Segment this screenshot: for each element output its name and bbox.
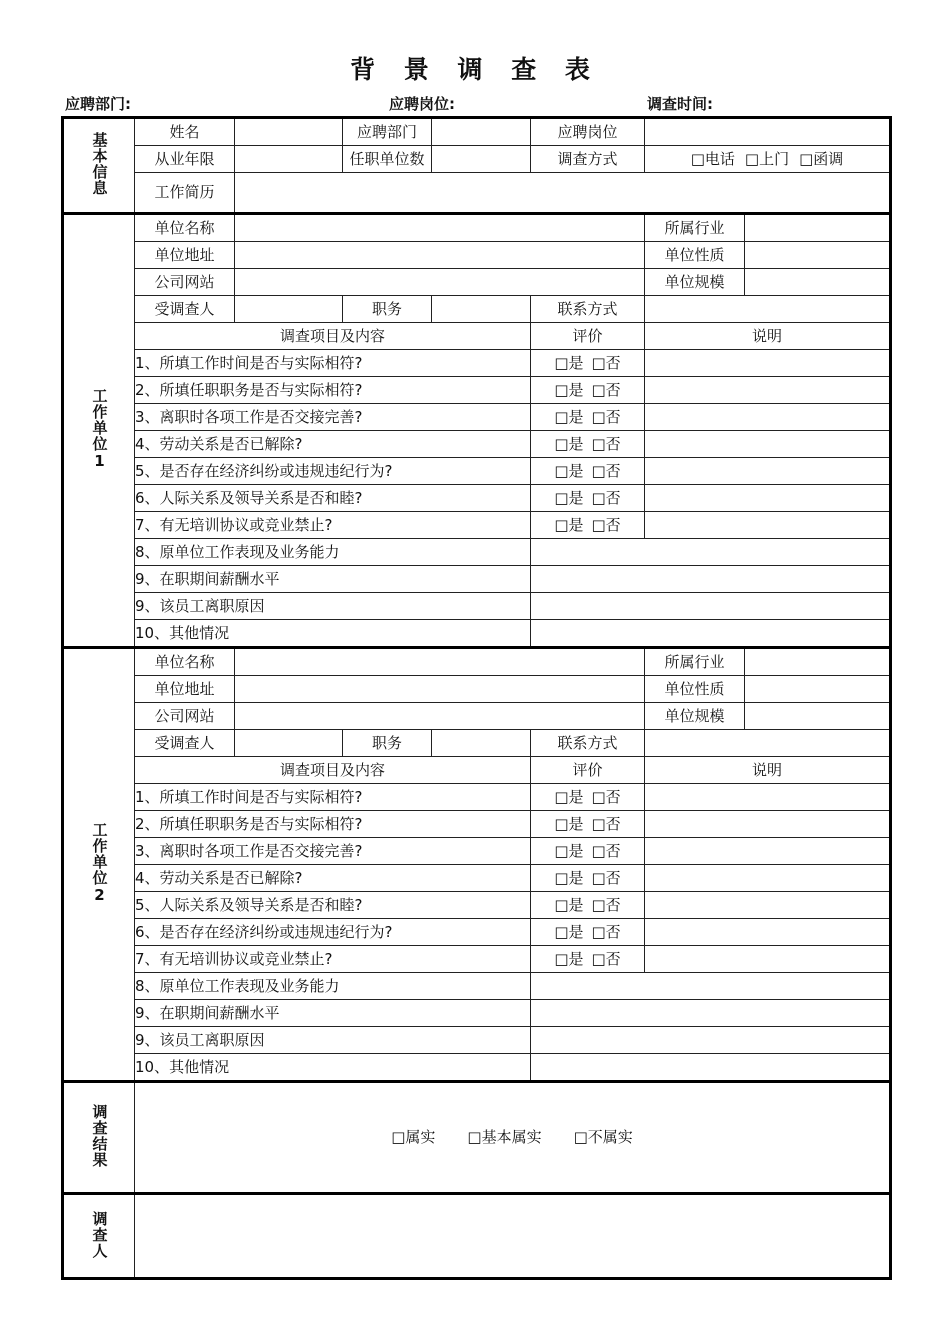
section-basic-info: 基本信息 [63, 118, 135, 214]
label-industry: 所属行业 [645, 648, 745, 676]
field-years[interactable] [235, 146, 343, 173]
yes-no-options[interactable] [531, 838, 645, 865]
checkbox-yes[interactable]: □是 [554, 407, 584, 426]
label-address: 单位地址 [135, 676, 235, 703]
field-note[interactable] [645, 946, 891, 973]
survey-row [63, 431, 891, 458]
field-jobs[interactable] [432, 146, 531, 173]
checkbox-yes[interactable]: □是 [554, 895, 584, 914]
yes-no-options[interactable] [531, 784, 645, 811]
survey-item: 5、是否存在经济纠纷或违规违纪行为? [135, 458, 531, 485]
section-work-unit-2: 工作单位2 [63, 648, 135, 1082]
field-note[interactable] [645, 350, 891, 377]
checkbox-letter[interactable]: □函调 [799, 149, 844, 168]
field-respondent[interactable] [235, 296, 343, 323]
background-check-table [61, 116, 892, 1280]
field-name[interactable] [235, 118, 343, 146]
survey-item: 5、人际关系及领导关系是否和睦? [135, 892, 531, 919]
checkbox-no[interactable]: □否 [591, 488, 621, 507]
label-nature: 单位性质 [645, 242, 745, 269]
work-unit-2 [63, 648, 891, 1082]
yes-no-options[interactable] [531, 350, 645, 377]
open-item: 9、在职期间薪酬水平 [135, 566, 531, 593]
field-open-answer[interactable] [531, 1000, 891, 1027]
label-resume: 工作简历 [135, 173, 235, 214]
survey-row [63, 784, 891, 811]
form-title: 背 景 调 查 表 [350, 55, 600, 84]
label-name: 姓名 [135, 118, 235, 146]
field-duty[interactable] [432, 296, 531, 323]
method-options[interactable] [645, 146, 891, 173]
open-row [63, 973, 891, 1000]
open-row [63, 539, 891, 566]
checkbox-yes[interactable]: □是 [554, 434, 584, 453]
open-row [63, 593, 891, 620]
section-investigator: 调查人 [63, 1194, 135, 1279]
open-item: 10、其他情况 [135, 620, 531, 648]
checkbox-yes[interactable]: □是 [554, 922, 584, 941]
checkbox-visit[interactable]: □上门 [744, 149, 790, 168]
field-note[interactable] [645, 892, 891, 919]
open-row [63, 620, 891, 648]
yes-no-options[interactable] [531, 404, 645, 431]
open-item: 8、原单位工作表现及业务能力 [135, 539, 531, 566]
field-note[interactable] [645, 404, 891, 431]
yes-no-options[interactable] [531, 431, 645, 458]
survey-item: 1、所填工作时间是否与实际相符? [135, 350, 531, 377]
field-note[interactable] [645, 458, 891, 485]
items-header: 调查项目及内容 [135, 323, 531, 350]
label-website: 公司网站 [135, 703, 235, 730]
survey-item: 6、人际关系及领导关系是否和睦? [135, 485, 531, 512]
checkbox-no[interactable]: □否 [591, 868, 621, 887]
yes-no-options[interactable] [531, 512, 645, 539]
yes-no-options[interactable] [531, 811, 645, 838]
survey-row [63, 404, 891, 431]
yes-no-options[interactable] [531, 919, 645, 946]
open-item: 9、该员工离职原因 [135, 1027, 531, 1054]
checkbox-no[interactable]: □否 [591, 841, 621, 860]
label-duty: 职务 [343, 730, 432, 757]
field-contact[interactable] [645, 730, 891, 757]
checkbox-yes[interactable]: □是 [554, 488, 584, 507]
yes-no-options[interactable] [531, 377, 645, 404]
checkbox-yes[interactable]: □是 [554, 380, 584, 399]
survey-item: 7、有无培训协议或竞业禁止? [135, 512, 531, 539]
open-item: 10、其他情况 [135, 1054, 531, 1082]
open-row [63, 1027, 891, 1054]
checkbox-no[interactable]: □否 [591, 949, 621, 968]
header-time-label: 调查时间: [647, 95, 713, 113]
checkbox-no[interactable]: □否 [591, 787, 621, 806]
label-position: 应聘岗位 [531, 118, 645, 146]
field-industry[interactable] [745, 648, 891, 676]
open-row [63, 1054, 891, 1082]
checkbox-no[interactable]: □否 [591, 922, 621, 941]
checkbox-no[interactable]: □否 [591, 515, 621, 534]
survey-row [63, 811, 891, 838]
header-position-label: 应聘岗位: [389, 95, 455, 113]
survey-item: 3、离职时各项工作是否交接完善? [135, 404, 531, 431]
field-note[interactable] [645, 784, 891, 811]
checkbox-no[interactable]: □否 [591, 814, 621, 833]
label-duty: 职务 [343, 296, 432, 323]
field-resume[interactable] [235, 173, 891, 214]
survey-row [63, 919, 891, 946]
open-item: 9、该员工离职原因 [135, 593, 531, 620]
label-respondent: 受调查人 [135, 730, 235, 757]
field-open-answer[interactable] [531, 539, 891, 566]
field-open-answer[interactable] [531, 566, 891, 593]
field-dept[interactable] [432, 118, 531, 146]
checkbox-no[interactable]: □否 [591, 461, 621, 480]
field-open-answer[interactable] [531, 620, 891, 648]
field-open-answer[interactable] [531, 1054, 891, 1082]
work-unit-1 [63, 214, 891, 648]
field-duty[interactable] [432, 730, 531, 757]
survey-row [63, 946, 891, 973]
checkbox-yes[interactable]: □是 [554, 841, 584, 860]
label-contact: 联系方式 [531, 296, 645, 323]
field-scale[interactable] [745, 703, 891, 730]
field-address[interactable] [235, 676, 645, 703]
field-investigator[interactable] [135, 1194, 891, 1279]
yes-no-options[interactable] [531, 892, 645, 919]
label-website: 公司网站 [135, 269, 235, 296]
survey-item: 6、是否存在经济纠纷或违规违纪行为? [135, 919, 531, 946]
field-nature[interactable] [745, 242, 891, 269]
field-company[interactable] [235, 214, 645, 242]
field-nature[interactable] [745, 676, 891, 703]
checkbox-no[interactable]: □否 [591, 353, 621, 372]
checkbox-yes[interactable]: □是 [554, 515, 584, 534]
survey-item: 4、劳动关系是否已解除? [135, 865, 531, 892]
checkbox-yes[interactable]: □是 [554, 461, 584, 480]
checkbox-yes[interactable]: □是 [554, 949, 584, 968]
label-nature: 单位性质 [645, 676, 745, 703]
survey-row [63, 377, 891, 404]
survey-item: 7、有无培训协议或竞业禁止? [135, 946, 531, 973]
checkbox-true[interactable]: □属实 [391, 1128, 436, 1146]
survey-row [63, 892, 891, 919]
open-item: 9、在职期间薪酬水平 [135, 1000, 531, 1027]
survey-row [63, 350, 891, 377]
field-note[interactable] [645, 919, 891, 946]
eval-header: 评价 [531, 323, 645, 350]
note-header: 说明 [645, 757, 891, 784]
label-dept: 应聘部门 [343, 118, 432, 146]
survey-item: 2、所填任职职务是否与实际相符? [135, 811, 531, 838]
label-jobs: 任职单位数 [343, 146, 432, 173]
field-scale[interactable] [745, 269, 891, 296]
yes-no-options[interactable] [531, 946, 645, 973]
yes-no-options[interactable] [531, 865, 645, 892]
label-method: 调查方式 [531, 146, 645, 173]
checkbox-no[interactable]: □否 [591, 895, 621, 914]
survey-item: 2、所填任职职务是否与实际相符? [135, 377, 531, 404]
field-note[interactable] [645, 377, 891, 404]
label-scale: 单位规模 [645, 269, 745, 296]
header-dept-label: 应聘部门: [65, 95, 131, 113]
result-options[interactable] [135, 1082, 891, 1194]
note-header: 说明 [645, 323, 891, 350]
section-result: 调查结果 [63, 1082, 135, 1194]
field-note[interactable] [645, 838, 891, 865]
label-years: 从业年限 [135, 146, 235, 173]
field-note[interactable] [645, 512, 891, 539]
checkbox-no[interactable]: □否 [591, 434, 621, 453]
checkbox-phone[interactable]: □电话 [690, 149, 735, 168]
label-company: 单位名称 [135, 214, 235, 242]
items-header: 调查项目及内容 [135, 757, 531, 784]
field-address[interactable] [235, 242, 645, 269]
checkbox-yes[interactable]: □是 [554, 868, 584, 887]
section-work-unit-1: 工作单位1 [63, 214, 135, 648]
eval-header: 评价 [531, 757, 645, 784]
checkbox-yes[interactable]: □是 [554, 353, 584, 372]
survey-item: 1、所填工作时间是否与实际相符? [135, 784, 531, 811]
survey-row [63, 865, 891, 892]
field-open-answer[interactable] [531, 1027, 891, 1054]
field-website[interactable] [235, 269, 645, 296]
checkbox-untrue[interactable]: □不属实 [573, 1128, 633, 1146]
label-scale: 单位规模 [645, 703, 745, 730]
label-company: 单位名称 [135, 648, 235, 676]
field-company[interactable] [235, 648, 645, 676]
survey-item: 3、离职时各项工作是否交接完善? [135, 838, 531, 865]
survey-row [63, 485, 891, 512]
label-contact: 联系方式 [531, 730, 645, 757]
field-note[interactable] [645, 485, 891, 512]
field-position[interactable] [645, 118, 891, 146]
open-row [63, 566, 891, 593]
field-open-answer[interactable] [531, 973, 891, 1000]
survey-row [63, 838, 891, 865]
survey-row [63, 512, 891, 539]
field-note[interactable] [645, 431, 891, 458]
open-item: 8、原单位工作表现及业务能力 [135, 973, 531, 1000]
label-industry: 所属行业 [645, 214, 745, 242]
yes-no-options[interactable] [531, 485, 645, 512]
field-respondent[interactable] [235, 730, 343, 757]
checkbox-yes[interactable]: □是 [554, 787, 584, 806]
field-industry[interactable] [745, 214, 891, 242]
survey-item: 4、劳动关系是否已解除? [135, 431, 531, 458]
open-row [63, 1000, 891, 1027]
checkbox-no[interactable]: □否 [591, 380, 621, 399]
field-note[interactable] [645, 865, 891, 892]
field-open-answer[interactable] [531, 593, 891, 620]
checkbox-no[interactable]: □否 [591, 407, 621, 426]
checkbox-mostly-true[interactable]: □基本属实 [467, 1128, 542, 1146]
yes-no-options[interactable] [531, 458, 645, 485]
label-respondent: 受调查人 [135, 296, 235, 323]
field-website[interactable] [235, 703, 645, 730]
label-address: 单位地址 [135, 242, 235, 269]
field-contact[interactable] [645, 296, 891, 323]
field-note[interactable] [645, 811, 891, 838]
checkbox-yes[interactable]: □是 [554, 814, 584, 833]
survey-row [63, 458, 891, 485]
